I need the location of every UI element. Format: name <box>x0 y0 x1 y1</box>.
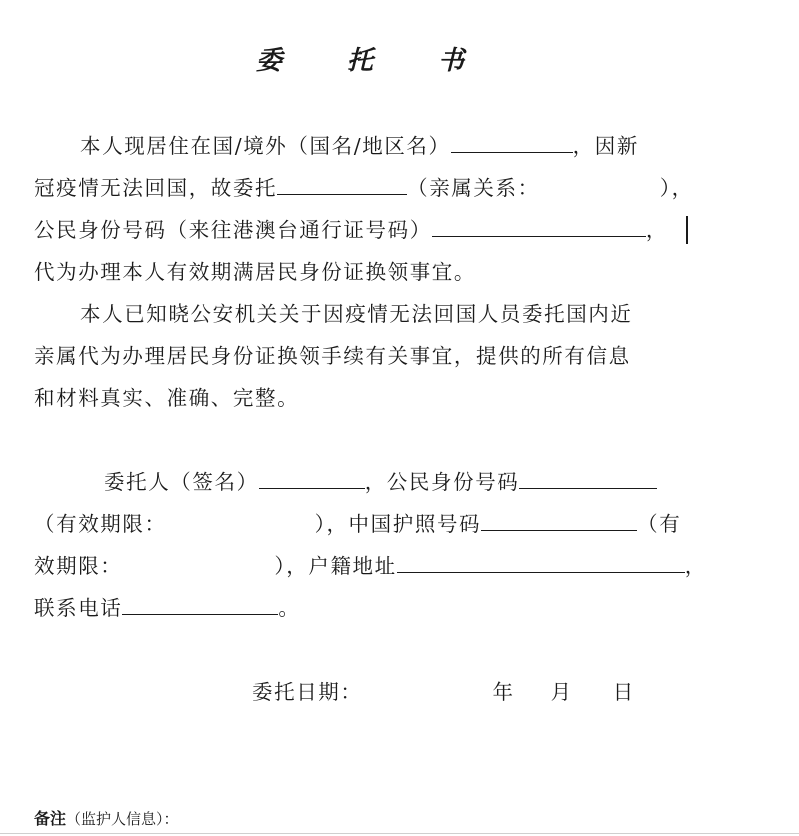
text-segment: 。 <box>278 596 301 620</box>
text-segment: 本人已知晓公安机关关于因疫情无法回国人员委托国内近 <box>80 302 633 326</box>
note-label: 备注 <box>34 809 67 828</box>
principal-id-field[interactable] <box>519 468 657 489</box>
signature-label: 委托人（签名） <box>104 470 259 494</box>
text-segment: ， <box>645 218 668 242</box>
entrust-label: 冠疫情无法回国，故委托 <box>34 176 278 200</box>
month-label: 月 <box>550 680 573 704</box>
passport-label: ），中国护照号码 <box>314 512 482 536</box>
trustee-name-field[interactable] <box>277 174 407 195</box>
para1-line3 <box>34 216 668 244</box>
text-cursor <box>686 216 688 244</box>
date-line <box>252 678 635 706</box>
signature-line1 <box>104 468 657 496</box>
note <box>34 806 179 829</box>
signature-line3 <box>34 552 707 580</box>
address-label: ），户籍地址 <box>274 554 397 578</box>
residence-country-label: 本人现居住在国/境外（国名/地区名） <box>80 134 451 158</box>
year-label: 年 <box>492 680 515 704</box>
phone-label: 联系电话 <box>34 596 123 620</box>
text-segment: 代为办理本人有效期满居民身份证换领事宜。 <box>34 260 476 284</box>
day-label: 日 <box>612 680 635 704</box>
id-number-field[interactable] <box>432 216 646 237</box>
para2-line3 <box>34 384 299 412</box>
household-address-field[interactable] <box>397 552 685 573</box>
signature-field[interactable] <box>259 468 365 489</box>
para1-line4 <box>34 258 476 286</box>
relationship-label: （亲属关系： <box>407 176 540 200</box>
text-segment: ，因新 <box>572 134 639 158</box>
signature-line4 <box>34 594 301 622</box>
date-label: 委托日期： <box>252 680 363 704</box>
text-segment: （有 <box>637 512 682 536</box>
passport-number-field[interactable] <box>481 510 637 531</box>
passport-validity-label: 效期限： <box>34 554 123 578</box>
para2-line2 <box>34 342 631 370</box>
signature-line2 <box>34 510 681 538</box>
para1-line2 <box>34 174 694 202</box>
country-name-field[interactable] <box>451 132 573 153</box>
text-segment: ， <box>684 554 707 578</box>
para1-line1 <box>80 132 639 160</box>
note-detail: （监护人信息）： <box>66 810 179 828</box>
text-segment: ）， <box>659 176 694 200</box>
page-title: 委 托 书 <box>255 46 493 76</box>
page-bottom-edge <box>0 833 799 834</box>
phone-field[interactable] <box>122 594 278 615</box>
para2-line1 <box>80 300 633 328</box>
text-segment: 和材料真实、准确、完整。 <box>34 386 300 410</box>
principal-id-label: ，公民身份号码 <box>364 470 520 494</box>
id-number-label: 公民身份号码（来往港澳台通行证号码） <box>34 218 432 242</box>
validity-label: （有效期限： <box>34 512 167 536</box>
text-segment: 亲属代为办理居民身份证换领手续有关事宜，提供的所有信息 <box>34 344 631 368</box>
